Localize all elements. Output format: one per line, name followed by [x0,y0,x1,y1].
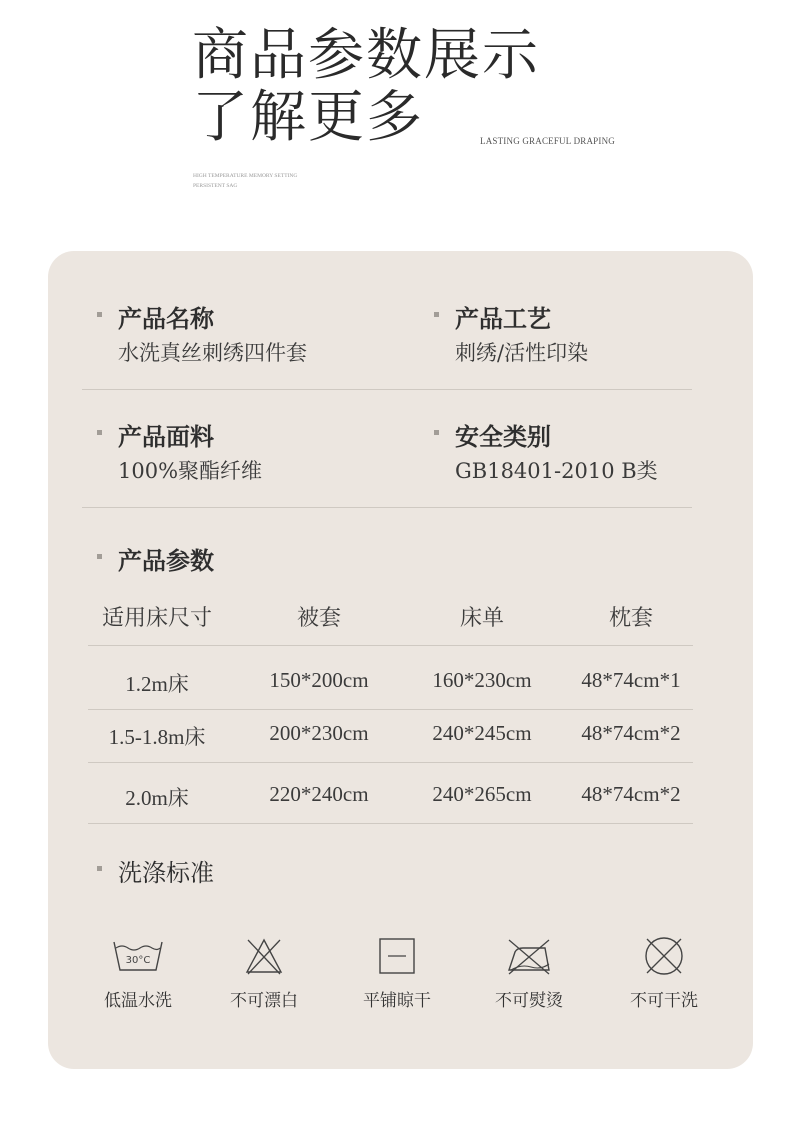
tagline-small-1: HIGH TEMPERATURE MEMORY SETTING [193,173,298,179]
spec-fabric-value: 100%聚酯纤维 [118,459,263,483]
care-title: 洗涤标准 [118,859,214,887]
divider [88,645,693,646]
params-title: 产品参数 [118,546,214,575]
bullet-icon [97,430,102,435]
bullet-icon [97,554,102,559]
table-cell: 150*200cm [269,668,369,692]
bullet-icon [97,312,102,317]
wash-30-icon [110,936,166,976]
spec-card [48,251,753,1069]
care-item-iron [474,936,584,1011]
table-cell: 240*245cm [432,721,532,745]
no-iron-icon [501,936,557,976]
spec-craft-title: 产品工艺 [455,304,551,333]
care-label: 低温水洗 [104,991,172,1011]
care-label: 不可干洗 [630,991,698,1011]
bullet-icon [434,312,439,317]
table-cell: 48*74cm*2 [581,721,681,745]
care-item-dryclean [609,936,719,1011]
bullet-icon [97,866,102,871]
divider [88,823,693,824]
spec-fabric-title: 产品面料 [118,422,214,451]
table-header-pillowcase: 枕套 [608,606,653,631]
table-cell: 48*74cm*1 [581,668,681,692]
care-label: 平铺晾干 [363,991,431,1011]
divider [82,389,692,390]
tagline-small-2: PERSISTENT SAG [193,183,238,189]
care-label: 不可漂白 [230,991,298,1011]
table-cell: 48*74cm*2 [581,782,681,806]
spec-safety-value: GB18401-2010 B类 [455,459,658,483]
divider [88,709,693,710]
table-header-size: 适用床尺寸 [101,606,212,631]
table-cell: 2.0m床 [125,786,189,810]
table-header-duvet: 被套 [296,606,341,631]
table-cell: 200*230cm [269,721,369,745]
table-cell: 1.5-1.8m床 [108,725,206,749]
no-dry-clean-icon [636,936,692,976]
page-title-line-2: 了解更多 [192,85,424,150]
tagline: LASTING GRACEFUL DRAPING [480,136,615,146]
bullet-icon [434,430,439,435]
page-title-line-1: 商品参数展示 [192,23,540,88]
care-item-dry [342,936,452,1011]
care-label: 不可熨烫 [495,991,563,1011]
table-cell: 1.2m床 [125,672,189,696]
care-item-bleach [209,936,319,1011]
table-cell: 220*240cm [269,782,369,806]
wash-temp-label: 30°C [125,955,151,966]
divider [82,507,692,508]
no-bleach-icon [236,936,292,976]
spec-name-title: 产品名称 [118,304,214,333]
table-cell: 240*265cm [432,782,532,806]
table-cell: 160*230cm [432,668,532,692]
spec-name-value: 水洗真丝刺绣四件套 [118,341,307,365]
table-header-sheet: 床单 [459,606,504,631]
care-item-wash [83,936,193,1011]
spec-craft-value: 刺绣/活性印染 [455,341,589,365]
divider [88,762,693,763]
spec-safety-title: 安全类别 [455,422,551,451]
dry-flat-icon [369,936,425,976]
